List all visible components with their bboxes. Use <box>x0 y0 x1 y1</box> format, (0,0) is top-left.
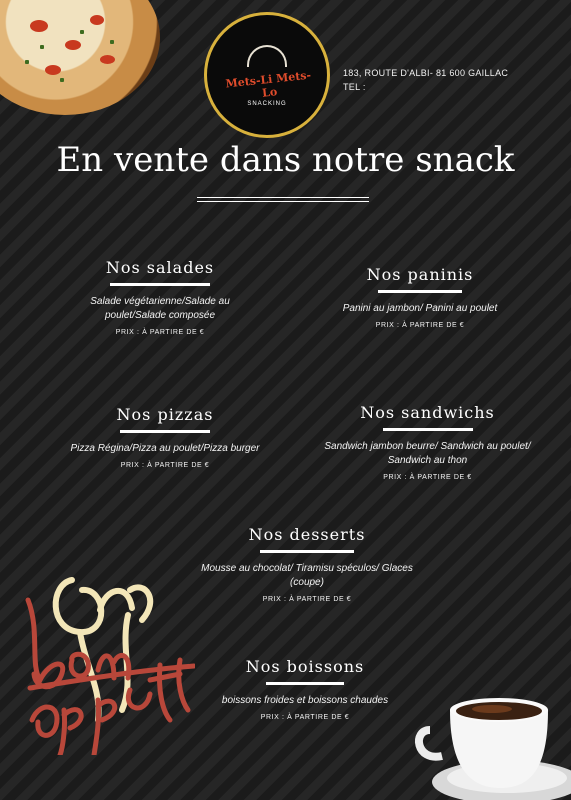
section-price: PRIX : À PARTIRE DE € <box>262 596 352 603</box>
address-block <box>343 66 508 94</box>
section-title: Nos pizzas <box>116 405 214 424</box>
section-items: Sandwich jambon beurre/ Sandwich au poulet/ Sandwich au thon <box>324 441 531 466</box>
section-desserts <box>192 525 422 603</box>
section-underline <box>383 428 473 431</box>
section-paninis <box>320 265 520 329</box>
coffee-cup-image <box>412 690 571 800</box>
section-price: PRIX : À PARTIRE DE € <box>120 462 210 469</box>
section-items: Salade végétarienne/Salade au poulet/Salade composée <box>90 296 230 321</box>
section-boissons <box>195 657 415 721</box>
section-sandwichs <box>320 403 535 481</box>
section-items: boissons froides et boissons chaudes <box>221 695 389 706</box>
cloche-icon <box>247 45 287 67</box>
title-divider <box>197 197 369 202</box>
section-title: Nos salades <box>105 258 215 277</box>
section-underline <box>110 283 210 286</box>
section-title: Nos paninis <box>366 265 474 284</box>
logo-sub: SNACKING <box>247 101 287 107</box>
bon-appetit-script-image <box>10 570 195 755</box>
section-underline <box>260 550 354 553</box>
brand-logo <box>204 12 330 138</box>
logo-name: Mets-Li Mets-Lo <box>224 68 312 100</box>
section-items: Pizza Régina/Pizza au poulet/Pizza burger <box>70 443 260 454</box>
section-price: PRIX : À PARTIRE DE € <box>383 474 472 481</box>
section-underline <box>378 290 462 293</box>
section-salades <box>60 258 260 336</box>
section-underline <box>120 430 210 433</box>
section-title: Nos boissons <box>245 657 365 676</box>
section-underline <box>266 682 344 685</box>
section-items: Mousse au chocolat/ Tiramisu spéculos/ Glaces (coupe) <box>201 563 413 588</box>
section-price: PRIX : À PARTIRE DE € <box>375 322 465 329</box>
page-title: En vente dans notre snack <box>56 140 515 180</box>
phone-line: TEL : <box>343 82 366 92</box>
address-line: 183, ROUTE D'ALBI- 81 600 GAILLAC <box>343 68 509 78</box>
section-items: Panini au jambon/ Panini au poulet <box>342 303 498 314</box>
pizza-image <box>0 0 160 115</box>
section-price: PRIX : À PARTIRE DE € <box>115 329 205 336</box>
section-pizzas <box>50 405 280 469</box>
section-title: Nos desserts <box>248 525 366 544</box>
section-price: PRIX : À PARTIRE DE € <box>260 714 350 721</box>
section-title: Nos sandwichs <box>360 403 495 422</box>
